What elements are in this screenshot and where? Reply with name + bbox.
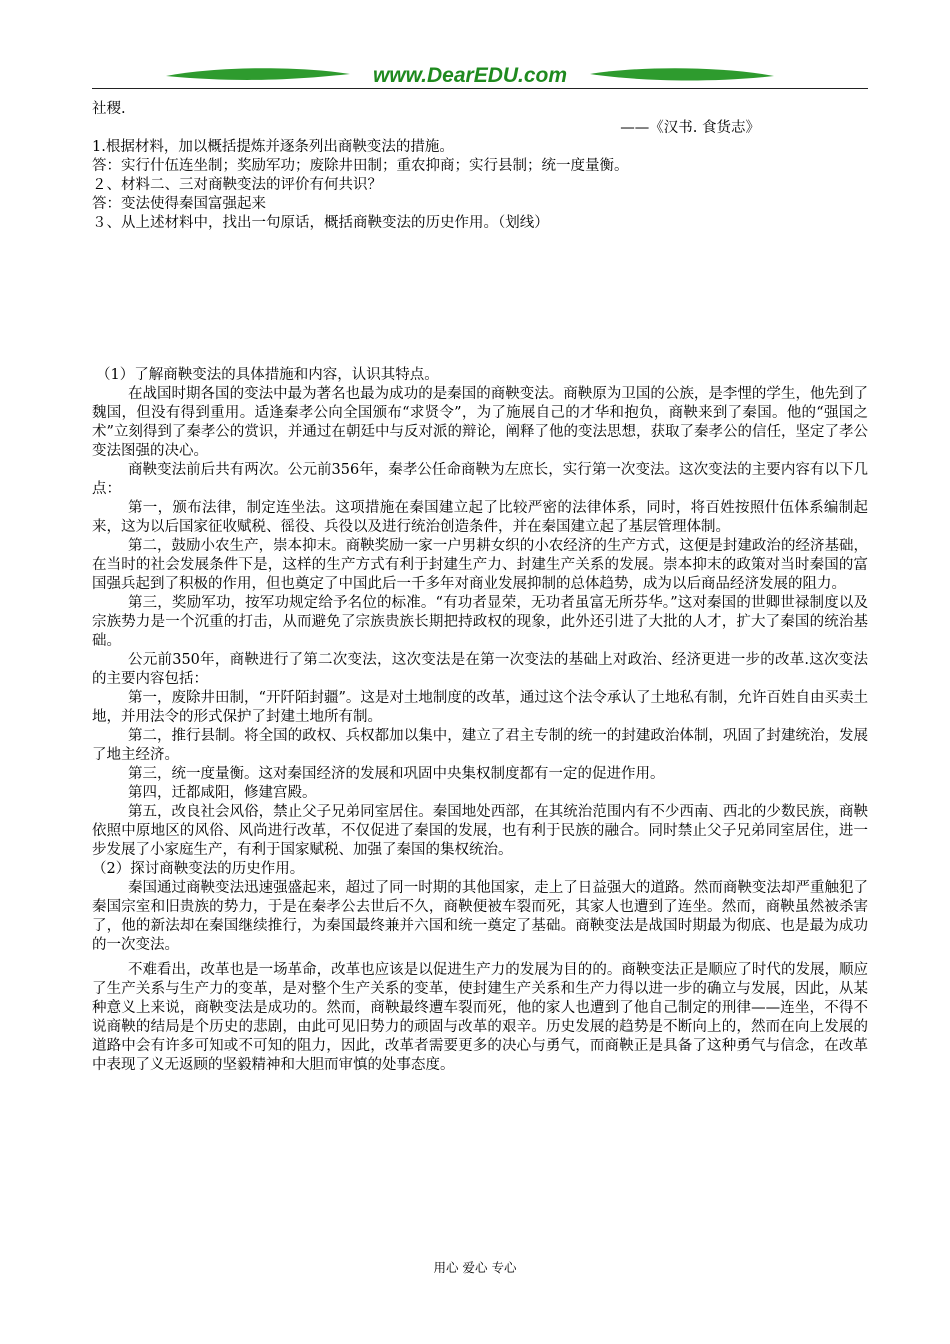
question-1: 1.根据材料，加以概括提炼并逐条列出商鞅变法的措施。 — [92, 139, 454, 155]
paragraph: 第二，鼓励小农生产，崇本抑末。商鞅奖励一家一户男耕女织的小农经济的生产方式，这便是封建政治的经济基础，在当时的社会发展条件下是，这样的生产方式有利于封建生产力、封建生产关系的发展。崇本抑末的政策对当时秦国的富国强兵起到了积极的作用，但也奠定了中国此后一千多年对商业发展抑制的总体趋势，成为以后商品经济发展的阻力。 — [92, 538, 868, 592]
answer-1: 答：实行什伍连坐制；奖励军功；废除井田制；重农抑商；实行县制；统一度量衡。 — [92, 158, 629, 174]
paragraph: 在战国时期各国的变法中最为著名也最为成功的是秦国的商鞅变法。商鞅原为卫国的公族，是李悝的学生，他先到了魏国，但没有得到重用。适逢秦孝公向全国颁布“求贤令”，为了施展自己的才华和抱负，商鞅来到了秦国。他的“强国之术”立刻得到了秦孝公的赏识，并通过在朝廷中与反对派的辩论，阐释了他的变法思想，获取了秦孝公的信任，坚定了孝公变法图强的决心。 — [92, 386, 868, 459]
right-swoosh-icon — [590, 68, 774, 80]
paragraph: 公元前350年，商鞅进行了第二次变法，这次变法是在第一次变法的基础上对政治、经济更进一步的改革.这次变法的主要内容包括： — [92, 652, 868, 687]
question-2: ２、材料二、三对商鞅变法的评价有何共识？ — [92, 177, 382, 193]
paragraph: 第四，迁都咸阳，修建宫殿。 — [128, 785, 317, 801]
paragraph: 第三，奖励军功，按军功规定给予名位的标准。“有功者显荣，无功者虽富无所芬华。”这对秦国的世卿世禄制度以及宗族势力是一个沉重的打击，从而避免了宗族贵族长期把持政权的现象，此外还引进了大批的人才，扩大了秦国的统治基础。 — [92, 595, 868, 649]
paragraph: 第五，改良社会风俗，禁止父子兄弟同室居住。秦国地处西部，在其统治范围内有不少西南、西北的少数民族，商鞅依照中原地区的风俗、风尚进行改革，不仅促进了秦国的发展，也有利于民族的融合。同时禁止父子兄弟同室居住，进一步发展了小家庭生产，有利于国家赋税、加强了秦国的集权统治。 — [92, 804, 868, 858]
paragraph: 秦国通过商鞅变法迅速强盛起来，超过了同一时期的其他国家，走上了日益强大的道路。然而商鞅变法却严重触犯了秦国宗室和旧贵族的势力，于是在秦孝公去世后不久，商鞅便被车裂而死，其家人也遭到了连坐。然而，商鞅虽然被杀害了，他的新法却在秦国继续推行，为秦国最终兼并六国和统一奠定了基础。商鞅变法是战国时期最为彻底、也是最为成功的一次变法。 — [92, 880, 868, 953]
left-swoosh-icon — [166, 68, 350, 80]
quote-tail: 社稷. — [92, 101, 126, 117]
blank-space — [92, 233, 868, 366]
answer-2: 答：变法使得秦国富强起来 — [92, 196, 266, 212]
section-2-heading: （2）探讨商鞅变法的历史作用。 — [92, 861, 305, 877]
paragraph: 商鞅变法前后共有两次。公元前356年，秦孝公任命商鞅为左庶长，实行第一次变法。这次变法的主要内容有以下几点： — [92, 462, 868, 497]
question-3: ３、从上述材料中，找出一句原话，概括商鞅变法的历史作用。（划线） — [92, 215, 549, 231]
document-body — [92, 100, 868, 1075]
section-1-heading: （1）了解商鞅变法的具体措施和内容，认识其特点。 — [96, 367, 439, 383]
site-logo-text: www.DearEDU.com — [372, 64, 568, 87]
paragraph: 第一，颁布法律，制定连坐法。这项措施在秦国建立起了比较严密的法律体系，同时，将百姓按照什伍体系编制起来，这为以后国家征收赋税、徭役、兵役以及进行统治创造条件，并在秦国建立起了基层管理体制。 — [92, 500, 868, 535]
paragraph: 第三，统一度量衡。这对秦国经济的发展和巩固中央集权制度都有一定的促进作用。 — [128, 766, 665, 782]
header-rule — [92, 88, 868, 89]
site-header-banner — [160, 62, 780, 90]
paragraph: 第一，废除井田制，“开阡陌封疆”。这是对土地制度的改革，通过这个法令承认了土地私有制，允许百姓自由买卖土地，并用法令的形式保护了封建土地所有制。 — [92, 690, 868, 725]
paragraph: 第二，推行县制。将全国的政权、兵权都加以集中，建立了君主专制的统一的封建政治体制，巩固了封建统治，发展了地主经济。 — [92, 728, 868, 763]
quote-source: ——《汉书. 食货志》 — [620, 120, 760, 136]
paragraph: 不难看出，改革也是一场革命，改革也应该是以促进生产力的发展为目的的。商鞅变法正是顺应了时代的发展，顺应了生产关系与生产力的变革，是对整个生产关系的变革，使封建生产关系和生产力得以进一步的确立与发展，因此，从某种意义上来说，商鞅变法是成功的。然而，商鞅最终遭车裂而死，他的家人也遭到了他自己制定的刑律——连坐，不得不说商鞅的结局是个历史的悲剧，由此可见旧势力的顽固与改革的艰辛。历史发展的趋势是不断向上的，然而在向上发展的道路中会有许多可知或不可知的阻力，因此，改革者需要更多的决心与勇气，而商鞅正是具备了这种勇气与信念，在改革中表现了义无返顾的坚毅精神和大胆而审慎的处事态度。 — [92, 962, 868, 1073]
page-footer: 用心 爱心 专心 — [433, 1260, 517, 1275]
